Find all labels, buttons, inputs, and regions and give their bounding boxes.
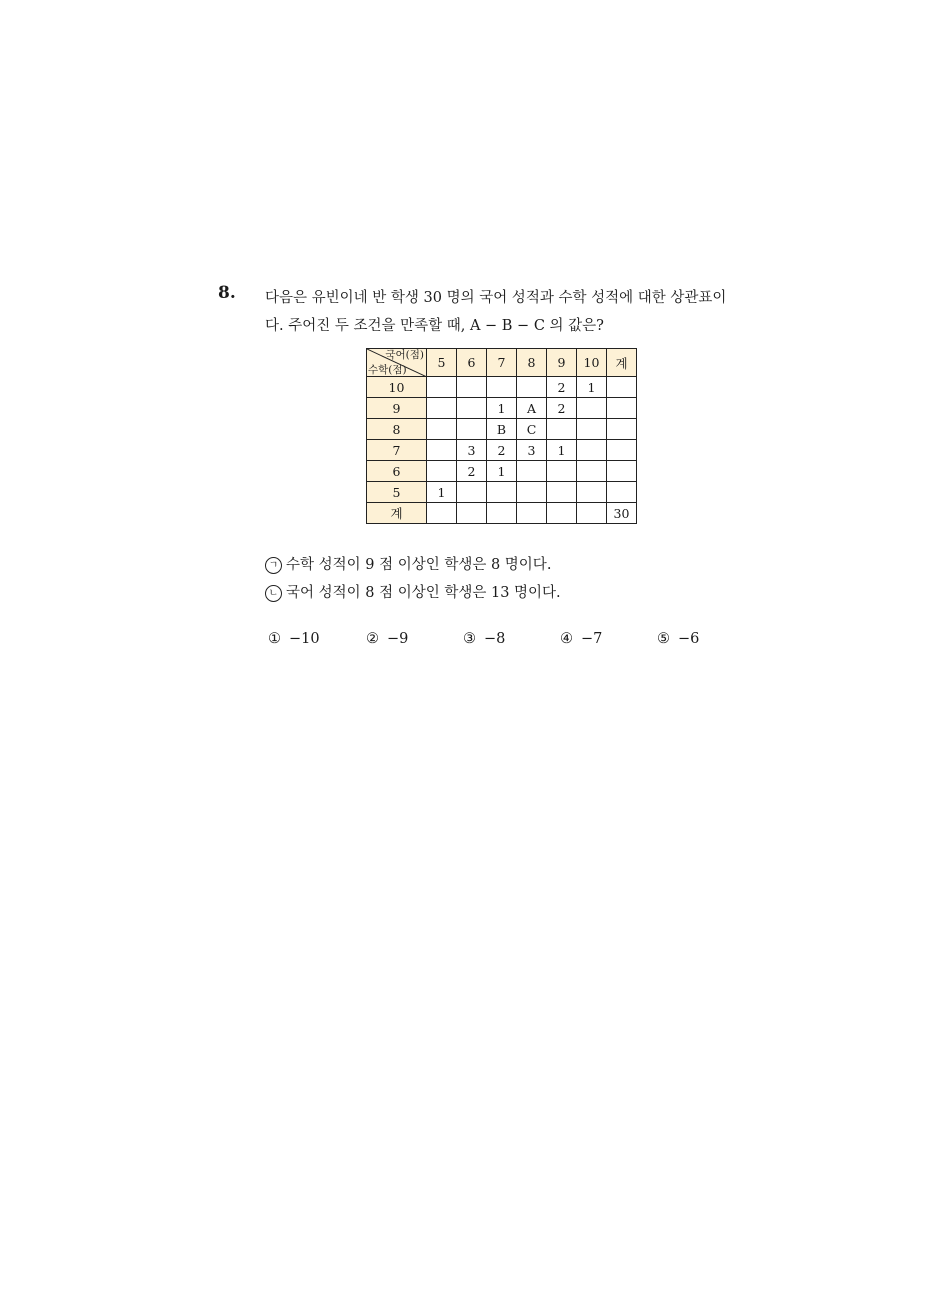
corner-row-label: 수학(점): [368, 364, 407, 376]
choice-number: ③: [463, 631, 476, 647]
column-header: 8: [517, 349, 547, 377]
table-row: [367, 398, 637, 419]
table-cell: C: [517, 419, 547, 440]
question-line-1: 다음은 유빈이네 반 학생 30 명의 국어 성적과 수학 성적에 대한 상관표이: [265, 290, 727, 306]
table-cell: 1: [547, 440, 577, 461]
table-corner-cell: [367, 349, 427, 377]
table-header-row: [367, 349, 637, 377]
table-row: [367, 377, 637, 398]
row-header: 6: [367, 461, 427, 482]
table-cell: [577, 419, 607, 440]
table-cell: [607, 377, 637, 398]
table-row: [367, 440, 637, 461]
table-cell: [577, 398, 607, 419]
table-cell: 30: [607, 503, 637, 524]
choice-number: ⑤: [657, 631, 670, 647]
table-cell: 2: [457, 461, 487, 482]
table-cell: [427, 461, 457, 482]
table-cell: 3: [457, 440, 487, 461]
table-cell: [577, 482, 607, 503]
table-cell: 2: [547, 398, 577, 419]
condition-text: 수학 성적이 9 점 이상인 학생은 8 명이다.: [286, 557, 552, 573]
row-header: 10: [367, 377, 427, 398]
row-header: 7: [367, 440, 427, 461]
table-row: [367, 482, 637, 503]
choice-4[interactable]: [560, 628, 602, 650]
table-cell: [457, 398, 487, 419]
table-cell: [547, 482, 577, 503]
table-cell: [487, 503, 517, 524]
table-cell: [487, 377, 517, 398]
row-header: 계: [367, 503, 427, 524]
condition-marker: ㄱ: [265, 557, 282, 574]
table-cell: [607, 398, 637, 419]
table-cell: [457, 377, 487, 398]
table-cell: [517, 461, 547, 482]
condition-1: [265, 551, 561, 579]
question-line-2: 다. 주어진 두 조건을 만족할 때, A − B − C 의 값은?: [265, 318, 604, 334]
choice-number: ④: [560, 631, 573, 647]
question-number: 8.: [218, 283, 236, 303]
table-cell: [547, 419, 577, 440]
row-header: 8: [367, 419, 427, 440]
choice-value: −7: [581, 631, 603, 647]
column-header: 10: [577, 349, 607, 377]
table-cell: [607, 482, 637, 503]
table-cell: [517, 482, 547, 503]
table-cell: 3: [517, 440, 547, 461]
table-cell: 2: [547, 377, 577, 398]
table-cell: 2: [487, 440, 517, 461]
table-cell: [517, 377, 547, 398]
choice-2[interactable]: [366, 628, 408, 650]
choice-number: ②: [366, 631, 379, 647]
table-cell: 1: [577, 377, 607, 398]
table-cell: 1: [487, 461, 517, 482]
choice-3[interactable]: [463, 628, 505, 650]
table-cell: [577, 461, 607, 482]
column-header: 7: [487, 349, 517, 377]
table-cell: [427, 398, 457, 419]
table-row: [367, 461, 637, 482]
choice-1[interactable]: [268, 628, 320, 650]
table-cell: [547, 461, 577, 482]
table-cell: [607, 419, 637, 440]
column-header: 계: [607, 349, 637, 377]
table-cell: [487, 482, 517, 503]
table-cell: [577, 440, 607, 461]
condition-text: 국어 성적이 8 점 이상인 학생은 13 명이다.: [286, 585, 561, 601]
table-cell: 1: [427, 482, 457, 503]
table-cell: [427, 440, 457, 461]
correlation-table-wrap: [366, 348, 637, 524]
column-header: 6: [457, 349, 487, 377]
table-cell: [607, 440, 637, 461]
table-cell: [457, 503, 487, 524]
corner-column-label: 국어(점): [385, 349, 424, 361]
question-text: [265, 284, 785, 340]
table-cell: [577, 503, 607, 524]
table-row: [367, 503, 637, 524]
condition-marker: ㄴ: [265, 585, 282, 602]
table-cell: [457, 419, 487, 440]
table-cell: [607, 461, 637, 482]
table-cell: [547, 503, 577, 524]
choice-number: ①: [268, 631, 281, 647]
table-cell: A: [517, 398, 547, 419]
correlation-table: [366, 348, 637, 524]
table-cell: [427, 377, 457, 398]
row-header: 9: [367, 398, 427, 419]
row-header: 5: [367, 482, 427, 503]
table-cell: B: [487, 419, 517, 440]
table-cell: [517, 503, 547, 524]
table-cell: [427, 419, 457, 440]
column-header: 5: [427, 349, 457, 377]
table-cell: [457, 482, 487, 503]
choice-value: −9: [387, 631, 409, 647]
table-cell: [427, 503, 457, 524]
condition-2: [265, 579, 561, 607]
choice-value: −8: [484, 631, 506, 647]
column-header: 9: [547, 349, 577, 377]
choice-5[interactable]: [657, 628, 699, 650]
table-row: [367, 419, 637, 440]
conditions-list: [265, 551, 561, 607]
table-cell: 1: [487, 398, 517, 419]
choice-value: −6: [678, 631, 700, 647]
choice-value: −10: [289, 631, 320, 647]
